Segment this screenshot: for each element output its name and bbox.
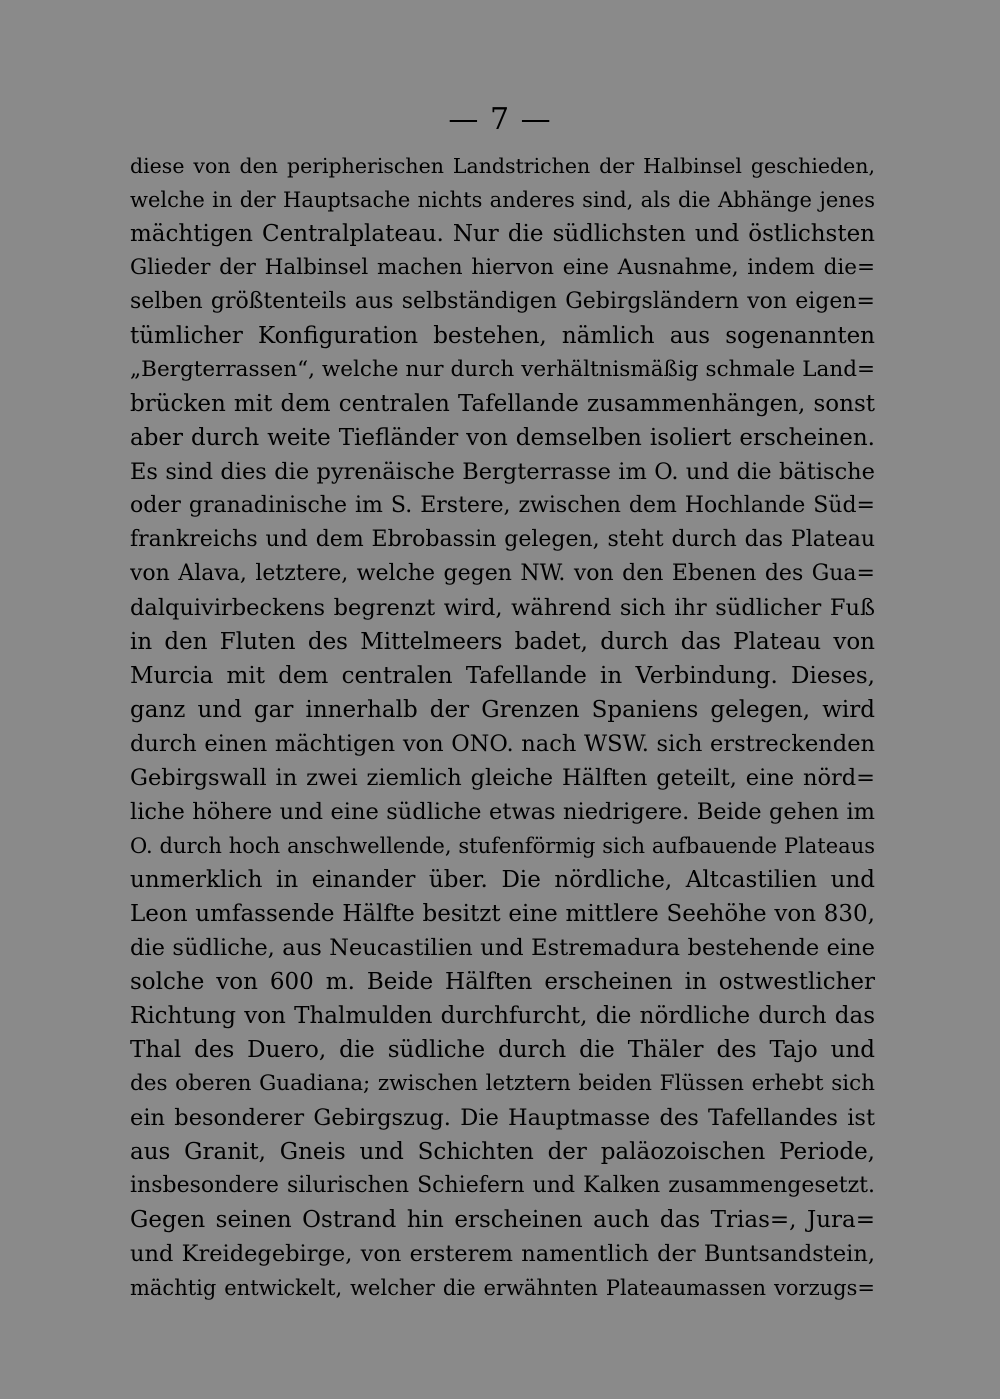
text-line: von Alava, letztere, welche gegen NW. von den Ebenen des Gua=	[130, 561, 875, 586]
text-line: brücken mit dem centralen Tafellande zusammenhängen, sonst	[130, 391, 875, 417]
text-line: Gebirgswall in zwei ziemlich gleiche Hälften geteilt, eine nörd=	[130, 765, 875, 791]
text-line: Leon umfassende Hälfte besitzt eine mittlere Seehöhe von 830,	[130, 901, 875, 927]
text-line: welche in der Hauptsache nichts anderes sind, als die Abhänge jenes	[130, 188, 875, 212]
text-line: unmerklich in einander über. Die nördliche, Altcastilien und	[130, 867, 875, 893]
text-line: des oberen Guadiana; zwischen letztern beiden Flüssen erhebt sich	[130, 1071, 875, 1096]
text-line: ein besonderer Gebirgszug. Die Hauptmasse des Tafellandes ist	[130, 1105, 875, 1131]
text-line: insbesondere silurischen Schiefern und Kalken zusammengesetzt.	[130, 1173, 875, 1198]
text-line: Gegen seinen Ostrand hin erscheinen auch das Trias=, Jura=	[130, 1207, 875, 1233]
text-line: O. durch hoch anschwellende, stufenförmig sich aufbauende Plateaus	[130, 834, 875, 858]
text-line: solche von 600 m. Beide Hälften erscheinen in ostwestlicher	[130, 969, 875, 995]
text-line: tümlicher Konfiguration bestehen, nämlich aus sogenannten	[130, 323, 875, 349]
text-line: mächtig entwickelt, welcher die erwähnten Plateaumassen vorzugs=	[130, 1276, 875, 1300]
text-line: Glieder der Halbinsel machen hiervon eine Ausnahme, indem die=	[130, 255, 875, 280]
text-line: liche höhere und eine südliche etwas niedrigere. Beide gehen im	[130, 799, 875, 825]
page-number: — 7 —	[448, 102, 552, 137]
text-line: ganz und gar innerhalb der Grenzen Spaniens gelegen, wird	[130, 697, 875, 723]
text-line: „Bergterrassen“, welche nur durch verhältnismäßig schmale Land=	[130, 357, 875, 382]
text-line: Es sind dies die pyrenäische Bergterrasse im O. und die bätische	[130, 459, 875, 485]
text-line: und Kreidegebirge, von ersterem namentlich der Buntsandstein,	[130, 1241, 875, 1267]
body-text	[130, 149, 875, 1305]
text-line: dalquivirbeckens begrenzt wird, während sich ihr südlicher Fuß	[130, 595, 875, 621]
text-line: mächtigen Centralplateau. Nur die südlichsten und östlichsten	[130, 221, 875, 247]
text-line: diese von den peripherischen Landstrichen der Halbinsel geschieden,	[130, 154, 875, 178]
text-line: die südliche, aus Neucastilien und Estremadura bestehende eine	[130, 935, 875, 961]
text-line: aus Granit, Gneis und Schichten der paläozoischen Periode,	[130, 1139, 875, 1165]
text-line: Richtung von Thalmulden durchfurcht, die nördliche durch das	[130, 1003, 875, 1029]
text-line: in den Fluten des Mittelmeers badet, durch das Plateau von	[130, 629, 875, 655]
text-line: Murcia mit dem centralen Tafellande in Verbindung. Dieses,	[130, 663, 875, 689]
text-line: oder granadinische im S. Erstere, zwischen dem Hochlande Süd=	[130, 493, 875, 518]
text-line: frankreichs und dem Ebrobassin gelegen, steht durch das Plateau	[130, 527, 875, 552]
text-line: aber durch weite Tiefländer von demselben isoliert erscheinen.	[130, 425, 875, 451]
text-line: durch einen mächtigen von ONO. nach WSW. sich erstreckenden	[130, 731, 875, 757]
text-line: selben größtenteils aus selbständigen Gebirgsländern von eigen=	[130, 289, 875, 314]
text-line: Thal des Duero, die südliche durch die Thäler des Tajo und	[130, 1037, 875, 1063]
